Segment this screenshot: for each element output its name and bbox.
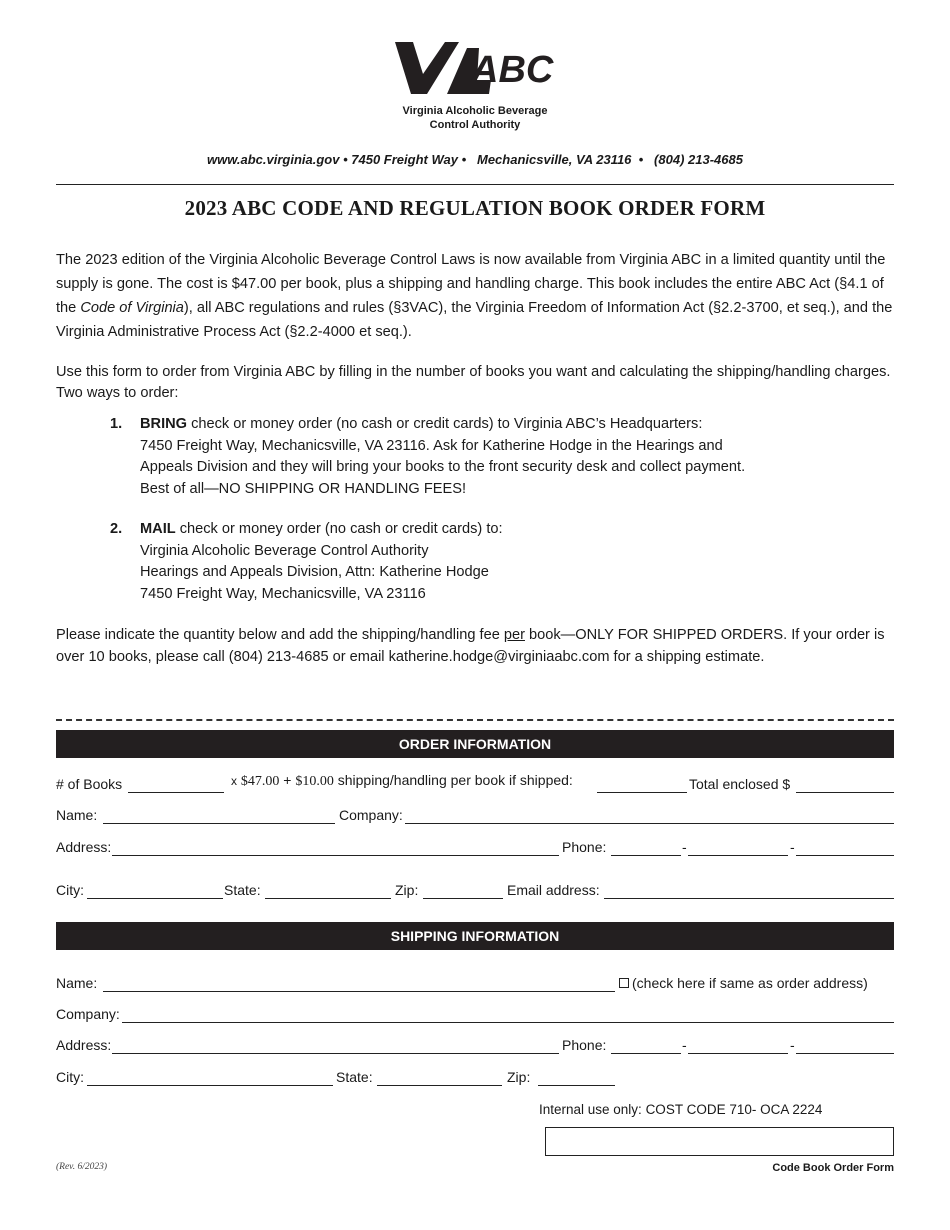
step-line: Virginia Alcoholic Beverage Control Authority	[140, 542, 429, 559]
note-text-2: book—ONLY FOR SHIPPED ORDERS. If your order is over 10 books, please call (804) 213-4685 or email katherine.hodge@virginiaabc.com for a shipping estimate.	[56, 627, 885, 665]
price-x: x	[231, 774, 237, 788]
step-text: check or money order (no cash or credit cards) to Virginia ABC’s Headquarters:	[187, 416, 703, 432]
order-state-field[interactable]	[265, 898, 391, 899]
ship-phone-line-field[interactable]	[796, 1053, 894, 1054]
header-divider	[56, 184, 894, 185]
header-phone: (804) 213-4685	[654, 152, 743, 167]
ship-phone-label: Phone:	[562, 1037, 607, 1053]
ship-state-label: State:	[336, 1069, 373, 1085]
bullet: •	[461, 152, 474, 167]
same-as-order-label: (check here if same as order address)	[632, 975, 868, 991]
step-line: Best of all—NO SHIPPING OR HANDLING FEES!	[140, 480, 467, 497]
bullet: •	[635, 152, 651, 167]
step-line: Appeals Division and they will bring your books to the front security desk and collect payment.	[140, 459, 746, 476]
order-state-label: State:	[224, 882, 261, 898]
logo-abc-text: ABC	[471, 49, 554, 91]
intro-italic: Code of Virginia	[80, 300, 184, 316]
order-phone-prefix-field[interactable]	[688, 855, 788, 856]
internal-use-box[interactable]	[545, 1127, 894, 1156]
revision-date: (Rev. 6/2023)	[56, 1162, 107, 1172]
internal-use-label: Internal use only: COST CODE 710- OCA 2224	[539, 1102, 823, 1117]
price-formula	[231, 772, 573, 790]
cut-line	[56, 719, 894, 721]
logo-v-mark	[395, 42, 459, 94]
ship-city-label: City:	[56, 1069, 84, 1085]
books-label: # of Books	[56, 776, 123, 792]
phone-dash: -	[790, 1037, 795, 1053]
ship-zip-label: Zip:	[507, 1069, 531, 1085]
ship-company-label: Company:	[56, 1006, 120, 1022]
intro-text-2: ), all ABC regulations and rules (§3VAC), the Virginia Freedom of Information Act (§2.2-3700, et seq.), and the Virginia Administrative Process Act (§2.2-4000 et seq.).	[56, 300, 893, 340]
city-address: Mechanicsville, VA 23116	[477, 152, 632, 167]
shipping-fee: $10.00	[295, 774, 334, 789]
bullet: •	[343, 152, 352, 167]
note-underlined: per	[503, 627, 525, 643]
step-line: Hearings and Appeals Division, Attn: Katherine Hodge	[140, 564, 489, 581]
ship-company-field[interactable]	[122, 1022, 894, 1023]
step-text: check or money order (no cash or credit cards) to:	[175, 521, 503, 537]
order-company-field[interactable]	[405, 823, 894, 824]
step-keyword: MAIL	[140, 521, 176, 537]
ship-name-field[interactable]	[103, 991, 615, 992]
page-title: 2023 ABC CODE AND REGULATION BOOK ORDER FORM	[184, 196, 766, 220]
phone-dash: -	[682, 1037, 687, 1053]
order-phone-area-field[interactable]	[611, 855, 681, 856]
usage-paragraph: Use this form to order from Virginia ABC by filling in the number of books you want and calculating the shipping/handling charges. Two ways to order:	[56, 364, 891, 401]
shipping-section-heading: SHIPPING INFORMATION	[56, 922, 894, 950]
phone-dash: -	[682, 839, 687, 855]
total-field[interactable]	[796, 792, 894, 793]
website-link[interactable]: www.abc.virginia.gov	[207, 152, 340, 167]
step-keyword: BRING	[140, 416, 188, 432]
price-plus: +	[283, 772, 292, 788]
ship-phone-area-field[interactable]	[611, 1053, 681, 1054]
ship-name-label: Name:	[56, 975, 98, 991]
order-city-field[interactable]	[87, 898, 223, 899]
price-suffix: shipping/handling per book if shipped:	[337, 772, 573, 788]
ship-address-label: Address:	[56, 1037, 112, 1053]
intro-text-1: The 2023 edition of the Virginia Alcoholic Beverage Control Laws is now available from Virginia ABC in a limited quantity until the supply is gone. The cost is $47.00 per book, plus a shipping and handling charge. This book includes the entire ABC Act (§4.1 of the	[56, 252, 886, 316]
ship-city-field[interactable]	[87, 1085, 333, 1086]
total-label: Total enclosed $	[689, 776, 791, 792]
ship-zip-field[interactable]	[538, 1085, 615, 1086]
contact-line	[0, 152, 950, 167]
same-as-order-option[interactable]	[619, 975, 868, 991]
step-number: 1.	[110, 416, 123, 432]
org-line-2: Control Authority	[429, 119, 521, 131]
order-email-field[interactable]	[604, 898, 894, 899]
ship-state-field[interactable]	[377, 1085, 502, 1086]
order-email-label: Email address:	[507, 882, 600, 898]
intro-paragraph	[56, 248, 896, 344]
organization-name	[0, 104, 950, 132]
order-address-label: Address:	[56, 839, 112, 855]
step-bring	[110, 414, 890, 500]
form-name: Code Book Order Form	[772, 1162, 894, 1174]
ship-phone-prefix-field[interactable]	[688, 1053, 788, 1054]
order-name-label: Name:	[56, 807, 98, 823]
order-company-label: Company:	[339, 807, 403, 823]
org-line-1: Virginia Alcoholic Beverage	[402, 105, 548, 117]
order-zip-field[interactable]	[423, 898, 503, 899]
street-address: 7450 Freight Way	[351, 152, 458, 167]
order-phone-line-field[interactable]	[796, 855, 894, 856]
va-abc-logo	[393, 40, 555, 96]
price-per-book: $47.00	[240, 774, 280, 789]
order-name-field[interactable]	[103, 823, 335, 824]
step-line: 7450 Freight Way, Mechanicsville, VA 23116. Ask for Katherine Hodge in the Hearings and	[140, 437, 723, 454]
order-zip-label: Zip:	[395, 882, 419, 898]
shipping-amount-field[interactable]	[597, 792, 687, 793]
books-quantity-field[interactable]	[128, 792, 224, 793]
step-line	[140, 414, 890, 436]
step-number: 2.	[110, 521, 123, 537]
order-section-heading: ORDER INFORMATION	[56, 730, 894, 758]
step-line	[140, 519, 890, 541]
step-line: 7450 Freight Way, Mechanicsville, VA 23116	[140, 585, 426, 602]
order-city-label: City:	[56, 882, 84, 898]
quantity-note	[56, 624, 896, 668]
order-phone-label: Phone:	[562, 839, 607, 855]
note-text-1: Please indicate the quantity below and add the shipping/handling fee	[56, 627, 504, 643]
ship-address-field[interactable]	[112, 1053, 559, 1054]
phone-dash: -	[790, 839, 795, 855]
step-mail	[110, 519, 890, 605]
same-address-checkbox[interactable]	[619, 978, 629, 988]
order-address-field[interactable]	[112, 855, 559, 856]
